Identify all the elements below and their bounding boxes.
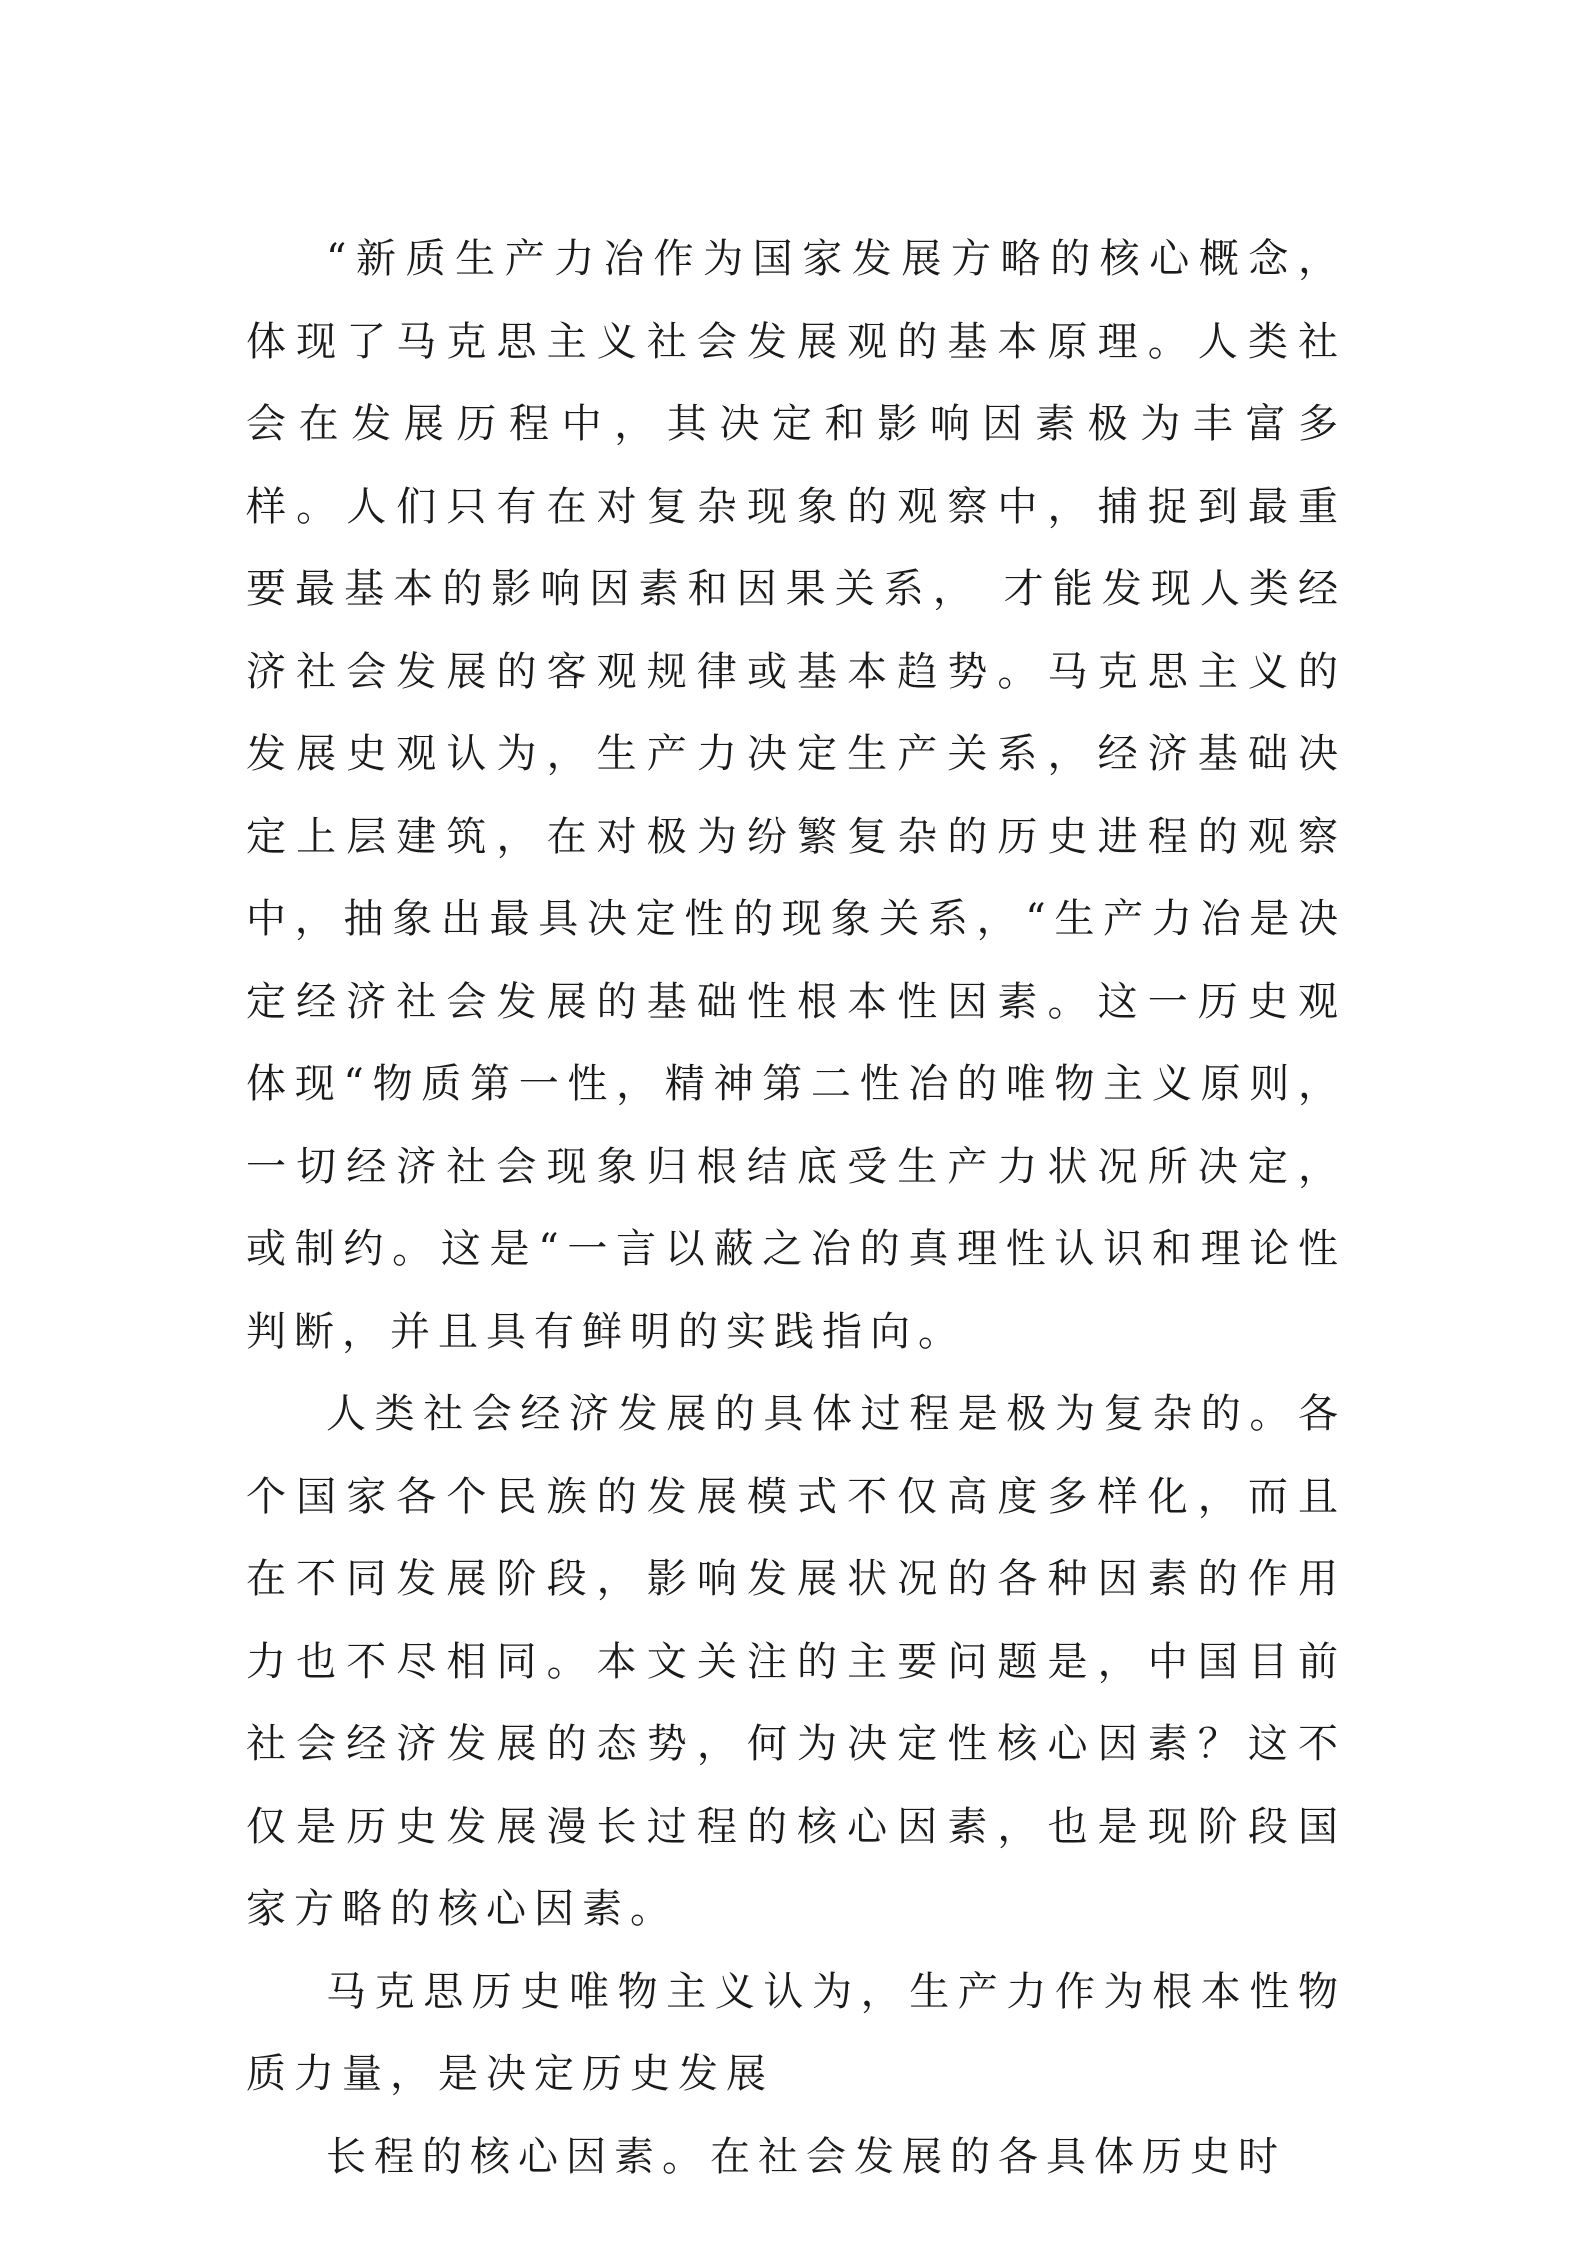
paragraph-1: “新质生产力冶作为国家发展方略的核心概念，体现了马克思主义社会发展观的基本原理。人类社会在发展历程中，其决定和影响因素极为丰富多样。人们只有在对复杂现象的观察中，捕捉到最重要最基本的影响因素和因果关系， 才能发现人类经济社会发展的客观规律或基本趋势。马克思主义的发展史观认为，生产力决定生产关系，经济基础决定上层建筑，在对极为纷繁复杂的历史进程的观察中，抽象出最具决定性的现象关系，“生产力冶是决定经济社会发展的基础性根本性因素。这一历史观体现“物质第一性，精神第二性冶的唯物主义原则，一切经济社会现象归根结底受生产力状况所决定，或制约。这是“一言以蔽之冶的真理性认识和理论性判断，并且具有鲜明的实践指向。 [246,236,1346,1355]
document-body [246,218,1346,2198]
paragraph-4: 长程的核心因素。在社会发展的各具体历史时 [326,2133,1286,2180]
paragraph-3: 马克思历史唯物主义认为，生产力作为根本性物质力量，是决定历史发展 [246,1968,1346,2097]
paragraph-2: 人类社会经济发展的具体过程是极为复杂的。各个国家各个民族的发展模式不仅高度多样化，而且在不同发展阶段，影响发展状况的各种因素的作用力也不尽相同。本文关注的主要问题是，中国目前社会经济发展的态势，何为决定性核心因素？这不仅是历史发展漫长过程的核心因素，也是现阶段国家方略的核心因素。 [246,1391,1346,1932]
